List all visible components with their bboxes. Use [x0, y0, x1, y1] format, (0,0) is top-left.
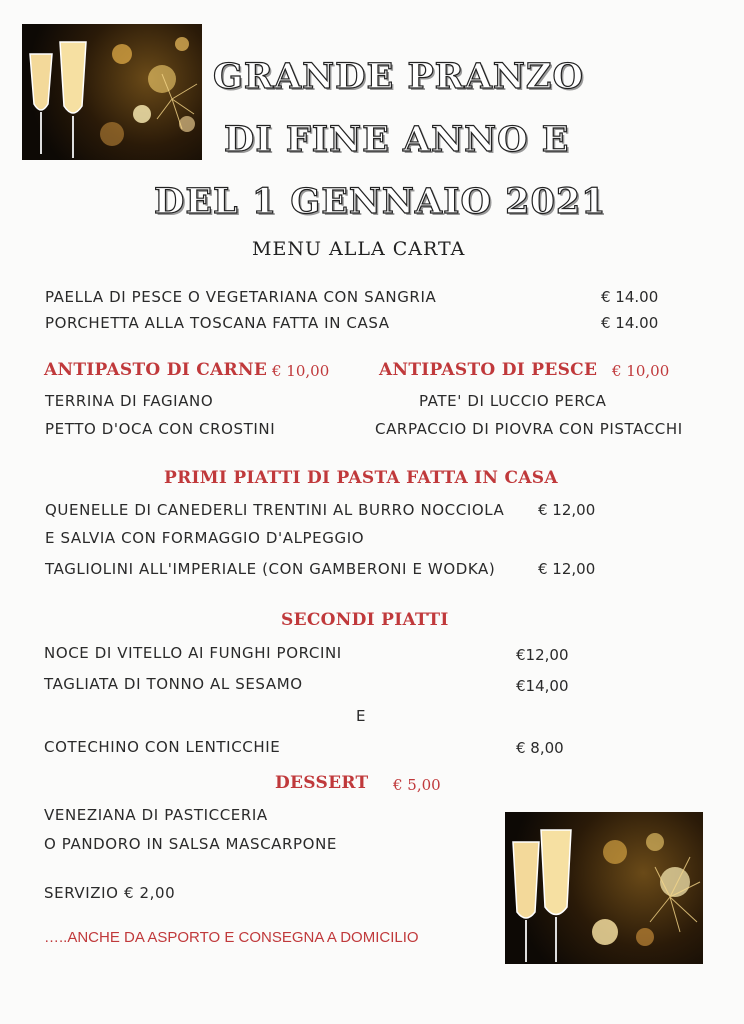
takeaway-note: …..ANCHE DA ASPORTO E CONSEGNA A DOMICILIO — [44, 929, 419, 946]
antipasto-carne-item: TERRINA DI FAGIANO — [45, 392, 214, 410]
special-item: PORCHETTA ALLA TOSCANA FATTA IN CASA — [45, 314, 390, 332]
champagne-photo-bottom — [505, 812, 703, 964]
primi-item: QUENELLE DI CANEDERLI TRENTINI AL BURRO NOCCIOLA — [45, 501, 505, 519]
antipasto-carne-item: PETTO D'OCA CON CROSTINI — [45, 420, 276, 438]
antipasto-pesce-title: ANTIPASTO DI PESCE — [379, 360, 598, 380]
antipasto-pesce-item: PATE' DI LUCCIO PERCA — [419, 392, 607, 410]
secondi-item: TAGLIATA DI TONNO AL SESAMO — [44, 675, 303, 693]
secondi-item: COTECHINO CON LENTICCHIE — [44, 738, 281, 756]
secondi-connector: E — [356, 707, 367, 725]
page-title-line1: GRANDE PRANZO — [213, 56, 584, 97]
antipasto-carne-price: € 10,00 — [272, 362, 330, 380]
dessert-title: DESSERT — [275, 773, 369, 793]
dessert-item: VENEZIANA DI PASTICCERIA — [44, 806, 268, 824]
champagne-glasses-icon — [22, 24, 202, 160]
secondi-price: €12,00 — [516, 646, 569, 664]
primi-price: € 12,00 — [538, 501, 596, 519]
special-price: € 14.00 — [601, 314, 659, 332]
secondi-title: SECONDI PIATTI — [281, 610, 449, 630]
dessert-price: € 5,00 — [393, 776, 441, 794]
dessert-item: O PANDORO IN SALSA MASCARPONE — [44, 835, 337, 853]
special-price: € 14.00 — [601, 288, 659, 306]
page-title-line3: DEL 1 GENNAIO 2021 — [154, 181, 607, 222]
secondi-price: €14,00 — [516, 677, 569, 695]
page-title-line2: DI FINE ANNO E — [224, 119, 570, 160]
secondi-price: € 8,00 — [516, 739, 564, 757]
antipasto-carne-title: ANTIPASTO DI CARNE — [44, 360, 268, 380]
primi-item-continuation: E SALVIA CON FORMAGGIO D'ALPEGGIO — [45, 529, 365, 547]
secondi-item: NOCE DI VITELLO AI FUNGHI PORCINI — [44, 644, 342, 662]
special-item: PAELLA DI PESCE O VEGETARIANA CON SANGRIA — [45, 288, 437, 306]
primi-title: PRIMI PIATTI DI PASTA FATTA IN CASA — [164, 468, 558, 488]
champagne-photo-top — [22, 24, 202, 160]
antipasto-pesce-item: CARPACCIO DI PIOVRA CON PISTACCHI — [375, 420, 683, 438]
primi-price: € 12,00 — [538, 560, 596, 578]
menu-subtitle: MENU ALLA CARTA — [252, 238, 466, 260]
antipasto-pesce-price: € 10,00 — [612, 362, 670, 380]
primi-item: TAGLIOLINI ALL'IMPERIALE (CON GAMBERONI E WODKA) — [45, 560, 496, 578]
service-charge: SERVIZIO € 2,00 — [44, 884, 176, 902]
champagne-glasses-icon — [505, 812, 703, 964]
